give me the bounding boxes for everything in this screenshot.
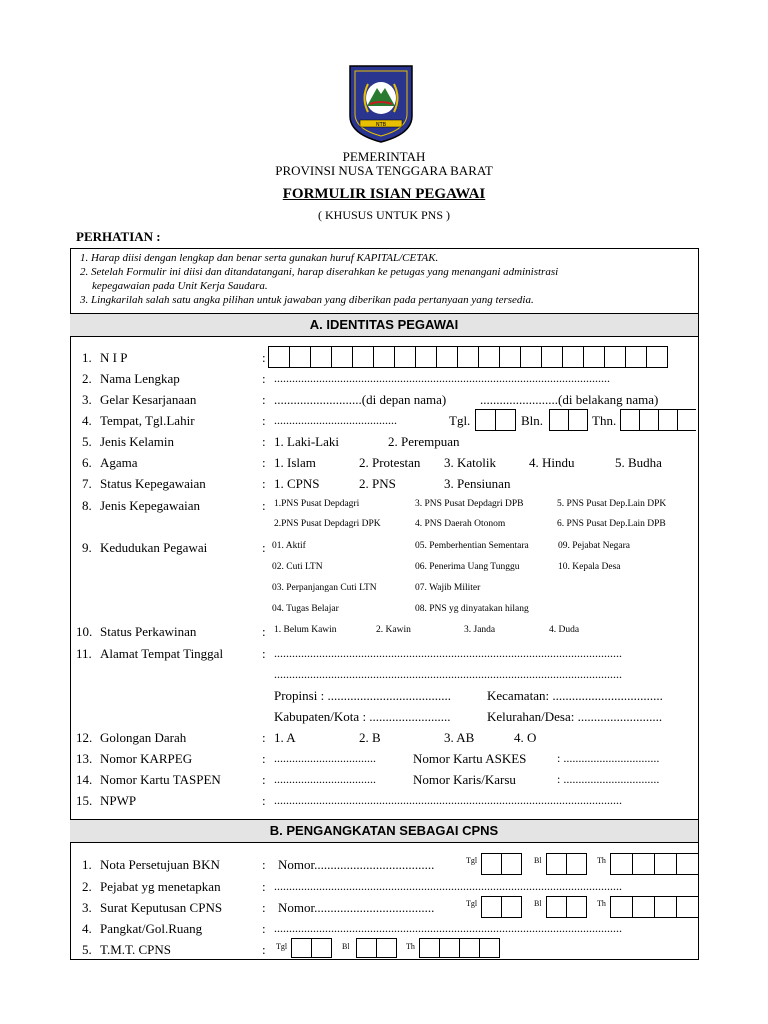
darah-option[interactable]: 4. O: [514, 730, 537, 745]
colon: :: [262, 646, 266, 661]
karis-label: Nomor Karis/Karsu: [413, 772, 516, 787]
colon: :: [262, 434, 266, 449]
colon: :: [262, 857, 266, 872]
alamat-input-line1[interactable]: ....................................................................................................................: [274, 646, 622, 660]
jenis-kep-option[interactable]: 4. PNS Daerah Otonom: [415, 519, 506, 529]
jenis-kep-option[interactable]: 1.PNS Pusat Depdagri: [274, 499, 360, 509]
agama-option[interactable]: 5. Budha: [615, 455, 662, 470]
darah-option[interactable]: 3. AB: [444, 730, 475, 745]
karis-input[interactable]: : ................................: [557, 772, 660, 786]
jenis-kep-option[interactable]: 6. PNS Pusat Dep.Lain DPB: [557, 519, 666, 529]
jenis-kep-option[interactable]: 5. PNS Pusat Dep.Lain DPK: [557, 499, 667, 509]
logo-ribbon-text: NTB: [375, 122, 387, 128]
colon: :: [262, 392, 266, 407]
colon: :: [262, 413, 266, 428]
agama-label: Agama: [100, 455, 138, 470]
colon: :: [262, 751, 266, 766]
gelar-back-input[interactable]: ........................(di belakang nama): [480, 392, 659, 407]
kawin-num: 10.: [76, 624, 93, 639]
jenis-kep-num: 8.: [82, 498, 92, 513]
kedudukan-option[interactable]: 08. PNS yg dinyatakan hilang: [415, 604, 529, 614]
nip-label: N I P: [100, 350, 128, 365]
colon: :: [262, 793, 266, 808]
ttl-label: Tempat, Tgl.Lahir: [100, 413, 195, 428]
npwp-input[interactable]: ....................................................................................................................: [274, 793, 622, 807]
gelar-num: 3.: [82, 392, 92, 407]
kedudukan-option[interactable]: 07. Wajib Militer: [415, 583, 481, 593]
nama-input-line[interactable]: ................................................................................................................: [274, 371, 610, 385]
header-line2: PROVINSI NUSA TENGGARA BARAT: [275, 163, 493, 178]
nota-nomor-input[interactable]: Nomor.....................................: [278, 857, 435, 872]
colon: :: [262, 942, 266, 957]
status-kep-num: 7.: [82, 476, 92, 491]
kedudukan-label: Kedudukan Pegawai: [100, 540, 208, 555]
agama-option[interactable]: 3. Katolik: [444, 455, 496, 470]
nota-bl-boxes[interactable]: [546, 853, 587, 875]
askes-label: Nomor Kartu ASKES: [413, 751, 527, 766]
note-2: 2. Setelah Formulir ini diisi dan ditandatangani, harap diserahkan ke petugas yang menangani administrasi: [80, 266, 559, 278]
status-kep-option[interactable]: 1. CPNS: [274, 476, 320, 491]
nota-num: 1.: [82, 857, 92, 872]
gelar-front-input[interactable]: ...........................(di depan nama): [274, 392, 447, 407]
colon: :: [262, 540, 266, 555]
kawin-option[interactable]: 2. Kawin: [376, 625, 411, 635]
sk-th-boxes[interactable]: [610, 896, 698, 918]
ttl-num: 4.: [82, 413, 92, 428]
tmt-tgl-label: Tgl: [276, 942, 288, 951]
sk-tgl-boxes[interactable]: [481, 896, 522, 918]
sk-nomor-input[interactable]: Nomor.....................................: [278, 900, 435, 915]
tmt-tgl-boxes[interactable]: [291, 938, 332, 958]
colon: :: [262, 455, 266, 470]
bln-lahir-boxes[interactable]: [549, 409, 588, 431]
colon: :: [262, 498, 266, 513]
jenis-kep-option[interactable]: 3. PNS Pusat Depdagri DPB: [415, 499, 524, 509]
status-kep-label: Status Kepegawaian: [100, 476, 206, 491]
colon: :: [262, 730, 266, 745]
header-line1: PEMERINTAH: [342, 149, 426, 164]
sk-tgl-label: Tgl: [466, 899, 478, 908]
agama-option[interactable]: 1. Islam: [274, 455, 316, 470]
form-title: FORMULIR ISIAN PEGAWAI: [282, 186, 486, 202]
karpeg-input[interactable]: ..................................: [274, 751, 376, 765]
kawin-option[interactable]: 3. Janda: [464, 625, 496, 635]
colon: :: [262, 921, 266, 936]
colon: :: [262, 350, 266, 365]
kedudukan-option[interactable]: 06. Penerima Uang Tunggu: [415, 562, 520, 572]
tempat-lahir-input[interactable]: .........................................: [274, 413, 397, 427]
gelar-label: Gelar Kesarjanaan: [100, 392, 197, 407]
nip-input-boxes[interactable]: [268, 346, 668, 368]
darah-label: Golongan Darah: [100, 730, 187, 745]
alamat-input-line2[interactable]: ....................................................................................................................: [274, 667, 622, 681]
colon: :: [262, 772, 266, 787]
tmt-num: 5.: [82, 942, 92, 957]
kecamatan-input[interactable]: Kecamatan: ..................................: [487, 688, 663, 703]
taspen-num: 14.: [76, 772, 93, 787]
tgl-lahir-boxes[interactable]: [475, 409, 516, 431]
nip-num: 1.: [82, 350, 92, 365]
pejabat-num: 2.: [82, 879, 92, 894]
sk-label: Surat Keputusan CPNS: [100, 900, 223, 915]
jenis-kep-label: Jenis Kepegawaian: [100, 498, 200, 513]
note-1: 1. Harap diisi dengan lengkap dan benar serta gunakan huruf KAPITAL/CETAK.: [80, 252, 439, 264]
pangkat-input[interactable]: ....................................................................................................................: [274, 921, 622, 935]
alamat-num: 11.: [76, 646, 92, 661]
section-a-header: A. IDENTITAS PEGAWAI: [70, 313, 698, 337]
note-3: 3. Lingkarilah salah satu angka pilihan untuk jawaban yang diberikan pada pertanyaan yang tersedia.: [80, 294, 534, 306]
nota-th-label: Th: [597, 856, 606, 865]
sk-bl-label: Bl: [534, 899, 542, 908]
jenis-kep-option[interactable]: 2.PNS Pusat Depdagri DPK: [274, 519, 381, 529]
kelamin-option[interactable]: 1. Laki-Laki: [274, 434, 339, 449]
propinsi-input[interactable]: Propinsi : ......................................: [274, 688, 451, 703]
karpeg-label: Nomor KARPEG: [100, 751, 193, 766]
agama-option[interactable]: 4. Hindu: [529, 455, 575, 470]
note-2-cont: kepegawaian pada Unit Kerja Saudara.: [92, 280, 268, 292]
kabupaten-input[interactable]: Kabupaten/Kota : .........................: [274, 709, 451, 724]
kelamin-num: 5.: [82, 434, 92, 449]
taspen-label: Nomor Kartu TASPEN: [100, 772, 221, 787]
status-kep-option[interactable]: 2. PNS: [359, 476, 396, 491]
colon: :: [262, 371, 266, 386]
agama-num: 6.: [82, 455, 92, 470]
provincial-emblem-logo: [348, 64, 414, 144]
tmt-th-label: Th: [406, 942, 415, 951]
colon: :: [262, 879, 266, 894]
agama-option[interactable]: 2. Protestan: [359, 455, 421, 470]
nota-label: Nota Persetujuan BKN: [100, 857, 220, 872]
pangkat-label: Pangkat/Gol.Ruang: [100, 921, 203, 936]
tmt-th-boxes[interactable]: [419, 938, 500, 958]
kawin-option[interactable]: 4. Duda: [549, 625, 580, 635]
nama-label: Nama Lengkap: [100, 371, 180, 386]
colon: :: [262, 476, 266, 491]
kedudukan-num: 9.: [82, 540, 92, 555]
kelamin-option[interactable]: 2. Perempuan: [388, 434, 460, 449]
bln-label: Bln.: [521, 413, 544, 428]
pangkat-num: 4.: [82, 921, 92, 936]
sk-num: 3.: [82, 900, 92, 915]
nota-tgl-boxes[interactable]: [481, 853, 522, 875]
kedudukan-option[interactable]: 01. Aktif: [272, 541, 306, 551]
kedudukan-option[interactable]: 04. Tugas Belajar: [272, 604, 339, 614]
thn-label: Thn.: [592, 413, 617, 428]
tmt-bl-boxes[interactable]: [356, 938, 397, 958]
sk-bl-boxes[interactable]: [546, 896, 587, 918]
nota-th-boxes[interactable]: [610, 853, 698, 875]
nota-bl-label: Bl: [534, 856, 542, 865]
kedudukan-option[interactable]: 09. Pejabat Negara: [558, 541, 631, 551]
alamat-label: Alamat Tempat Tinggal: [100, 646, 224, 661]
thn-lahir-boxes[interactable]: [620, 409, 696, 431]
pejabat-label: Pejabat yg menetapkan: [100, 879, 221, 894]
kawin-label: Status Perkawinan: [100, 624, 197, 639]
kelamin-label: Jenis Kelamin: [100, 434, 175, 449]
perhatian-label: PERHATIAN :: [76, 229, 161, 244]
tmt-bl-label: Bl: [342, 942, 350, 951]
nota-tgl-label: Tgl: [466, 856, 478, 865]
darah-option[interactable]: 2. B: [359, 730, 381, 745]
npwp-num: 15.: [76, 793, 93, 808]
form-subtitle: ( KHUSUS UNTUK PNS ): [317, 208, 450, 222]
status-kep-option[interactable]: 3. Pensiunan: [444, 476, 511, 491]
kawin-option[interactable]: 1. Belum Kawin: [274, 625, 337, 635]
kedudukan-option[interactable]: 10. Kepala Desa: [558, 562, 621, 572]
section-b-header: B. PENGANGKATAN SEBAGAI CPNS: [70, 819, 698, 843]
tmt-label: T.M.T. CPNS: [100, 942, 172, 957]
kedudukan-option[interactable]: 05. Pemberhentian Sementara: [415, 541, 529, 551]
colon: :: [262, 900, 266, 915]
askes-input[interactable]: : ................................: [557, 751, 660, 765]
pejabat-input[interactable]: ....................................................................................................................: [274, 879, 622, 893]
nama-num: 2.: [82, 371, 92, 386]
kedudukan-option[interactable]: 02. Cuti LTN: [272, 562, 323, 572]
karpeg-num: 13.: [76, 751, 93, 766]
darah-num: 12.: [76, 730, 93, 745]
darah-option[interactable]: 1. A: [274, 730, 296, 745]
tgl-label: Tgl.: [449, 413, 471, 428]
taspen-input[interactable]: ..................................: [274, 772, 376, 786]
npwp-label: NPWP: [100, 793, 137, 808]
kedudukan-option[interactable]: 03. Perpanjangan Cuti LTN: [272, 583, 377, 593]
sk-th-label: Th: [597, 899, 606, 908]
kelurahan-input[interactable]: Kelurahan/Desa: ..........................: [487, 709, 663, 724]
colon: :: [262, 624, 266, 639]
